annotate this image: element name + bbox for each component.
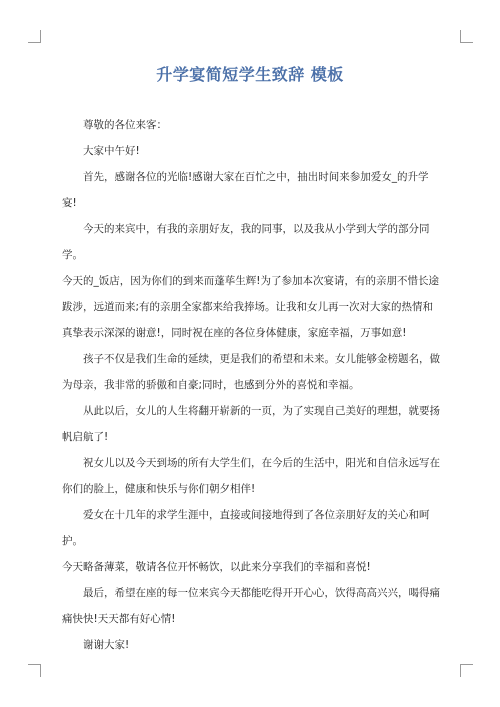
salutation-paragraph: 尊敬的各位来客： bbox=[83, 119, 167, 131]
crop-mark-bottom-right bbox=[460, 664, 473, 677]
crop-mark-top-left bbox=[28, 30, 41, 43]
crop-mark-bottom-left bbox=[28, 664, 41, 677]
crop-mark-top-right bbox=[460, 30, 473, 43]
body-paragraph: 孩子不仅是我们生命的延续，更是我们的希望和未来。女儿能够金榜题名，做为母亲，我非常的骄傲和自豪;同时，也感到分外的喜悦和幸福。 bbox=[62, 353, 440, 391]
body-paragraph: 今天的_饭店，因为你们的到来而蓬荜生辉!为了参加本次宴请，有的亲朋不惜长途跋涉，远道而来;有的亲朋全家都来给我捧场。让我和女儿再一次对大家的热情和真挚表示深深的谢意!，同时祝在座的各位身体健康，家庭幸福，万事如意! bbox=[62, 275, 439, 339]
body-paragraph: 最后，希望在座的每一位来宾今天都能吃得开开心心，饮得高高兴兴，喝得痛痛快快!天天都有好心情! bbox=[62, 587, 440, 625]
document-title: 升学宴简短学生致辞 模板 bbox=[156, 65, 344, 84]
closing-paragraph: 谢谢大家! bbox=[83, 639, 130, 651]
body-paragraph: 爱女在十几年的求学生涯中，直接或间接地得到了各位亲朋好友的关心和呵护。 bbox=[62, 509, 430, 547]
greeting-paragraph: 大家中午好! bbox=[83, 145, 140, 157]
body-paragraph: 今天略备薄菜，敬请各位开怀畅饮，以此来分享我们的幸福和喜悦! bbox=[62, 561, 371, 573]
body-paragraph: 今天的来宾中，有我的亲朋好友，我的同事，以及我从小学到大学的部分同学。 bbox=[62, 223, 430, 261]
document-body bbox=[62, 112, 442, 658]
body-paragraph: 祝女儿以及今天到场的所有大学生们，在今后的生活中，阳光和自信永远写在你们的脸上，健康和快乐与你们朝夕相伴! bbox=[62, 457, 440, 495]
body-paragraph: 首先，感谢各位的光临!感谢大家在百忙之中，抽出时间来参加爱女_的升学宴! bbox=[62, 171, 429, 209]
body-paragraph: 从此以后，女儿的人生将翻开崭新的一页，为了实现自己美好的理想，就要扬帆启航了! bbox=[62, 405, 440, 443]
